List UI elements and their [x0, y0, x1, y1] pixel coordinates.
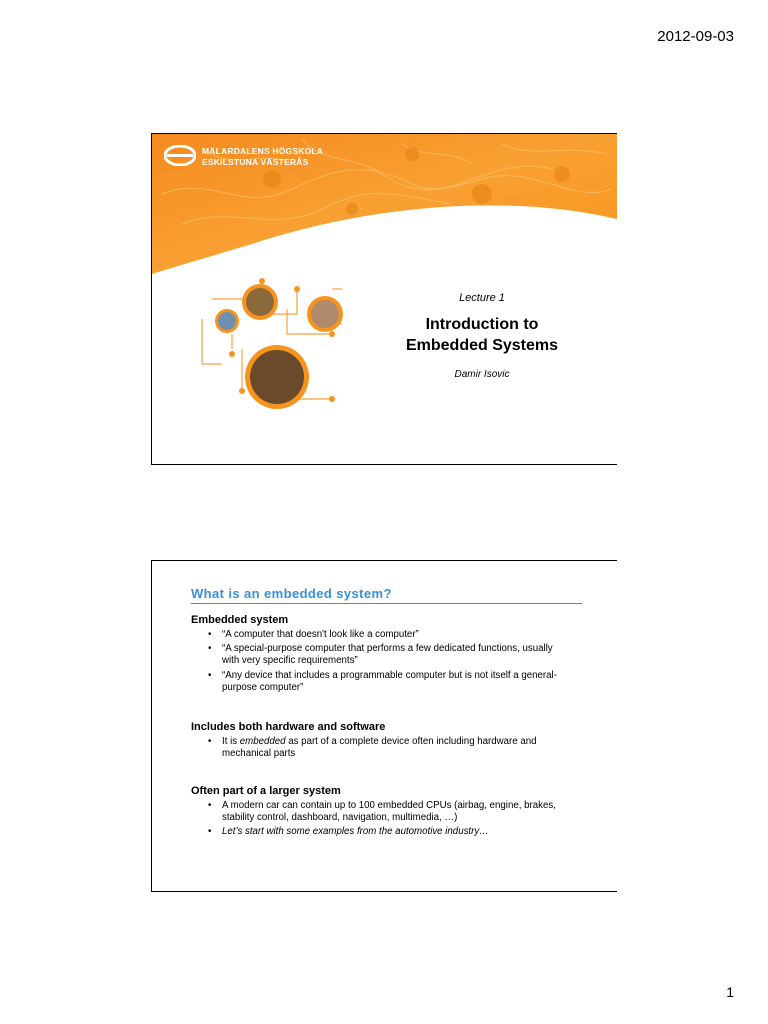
- title-slide: [151, 133, 617, 465]
- section-title: Often part of a larger system: [191, 785, 341, 797]
- circuit-illustration: [192, 269, 392, 419]
- logo-text-line2: ESKILSTUNA VÄSTERÅS: [202, 157, 309, 167]
- title-line-2: Embedded Systems: [405, 337, 559, 354]
- bullet-item: • It is embedded as part of a complete device often including hardware and mechanical parts: [208, 736, 537, 760]
- bullet-item: • Let’s start with some examples from the automotive industry…: [208, 826, 489, 838]
- slide-title: [372, 314, 592, 356]
- title-line-1: Introduction to: [425, 316, 539, 333]
- photo-circles: [215, 284, 343, 409]
- bullet-item: • “A computer that doesn't look like a computer”: [208, 629, 419, 640]
- slide-heading: What is an embedded system?: [191, 586, 392, 601]
- page-date: 2012-09-03: [657, 28, 734, 45]
- section-hardware-software: [191, 721, 591, 762]
- section-title: Embedded system: [191, 614, 289, 626]
- bullet-item: • “Any device that includes a programmable computer but is not itself a general-purpose computer”: [208, 669, 557, 693]
- author-name: Damir Isovic: [454, 369, 510, 380]
- heading-underline: [191, 603, 582, 604]
- university-logo-icon: [164, 145, 196, 166]
- page-number: 1: [726, 984, 734, 1000]
- section-title: Includes both hardware and software: [191, 721, 386, 733]
- section-embedded-system: [191, 614, 591, 696]
- section-larger-system: [191, 785, 591, 841]
- lecture-label: Lecture 1: [459, 292, 505, 304]
- content-slide: [151, 560, 617, 892]
- bullet-item: • A modern car can contain up to 100 embedded CPUs (airbag, engine, brakes, stability control, dashboard, navigation, multimedia, …): [208, 800, 556, 824]
- bullet-item: • “A special-purpose computer that performs a few dedicated functions, usually with very specific requirements”: [208, 643, 553, 667]
- logo-text-line1: MÄLARDALENS HÖGSKOLA: [202, 146, 324, 156]
